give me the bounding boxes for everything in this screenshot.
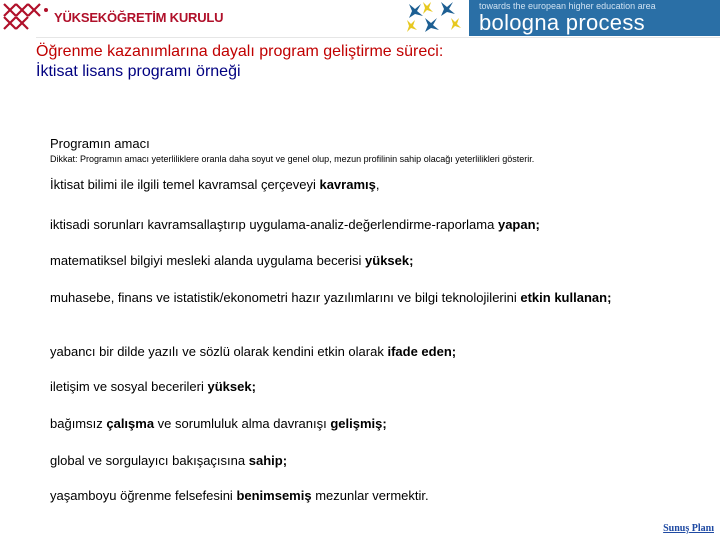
yok-logo-text: YÜKSEKÖĞRETİM KURULU [54, 9, 224, 25]
section-heading: Programın amacı [50, 136, 150, 151]
bologna-stars-icon [403, 0, 469, 36]
page-title [36, 42, 696, 82]
sunus-plani-link[interactable]: Sunuş Planı [663, 523, 714, 534]
list-item: yabancı bir dilde yazılı ve sözlü olarak kendini etkin olarak ifade eden; [50, 344, 457, 359]
yok-emblem-icon [2, 2, 52, 32]
bologna-process-banner [403, 0, 720, 36]
list-item: yaşamboyu öğrenme felsefesini benimsemiş mezunlar vermektir. [50, 488, 429, 503]
list-item: iletişim ve sosyal becerileri yüksek; [50, 379, 256, 394]
bologna-name: bologna process [479, 10, 645, 35]
list-item: İktisat bilimi ile ilgili temel kavramsal çerçeveyi kavramış, [50, 177, 380, 192]
list-item: global ve sorgulayıcı bakışaçısına sahip; [50, 453, 288, 468]
header-divider [36, 37, 720, 38]
bologna-tagline: towards the european higher education area [479, 1, 656, 11]
list-item: iktisadi sorunları kavramsallaştırıp uygulama-analiz-değerlendirme-raporlama yapan; [50, 217, 540, 232]
page-title-line1: Öğrenme kazanımlarına dayalı program geliştirme süreci: [36, 43, 444, 60]
list-item: muhasebe, finans ve istatistik/ekonometri hazır yazılımlarını ve bilgi teknolojilerini etkin kullanan; [50, 290, 612, 305]
yok-logo [2, 2, 223, 32]
list-item: bağımsız çalışma ve sorumluluk alma davranışı gelişmiş; [50, 416, 387, 431]
section-note: Dikkat: Programın amacı yeterliliklere oranla daha soyut ve genel olup, mezun profilinin sahip olacağı yeterlilikleri gösterir. [50, 154, 535, 164]
list-item: matematiksel bilgiyi mesleki alanda uygulama becerisi yüksek; [50, 253, 414, 268]
page-title-line2: İktisat lisans programı örneği [36, 63, 241, 80]
